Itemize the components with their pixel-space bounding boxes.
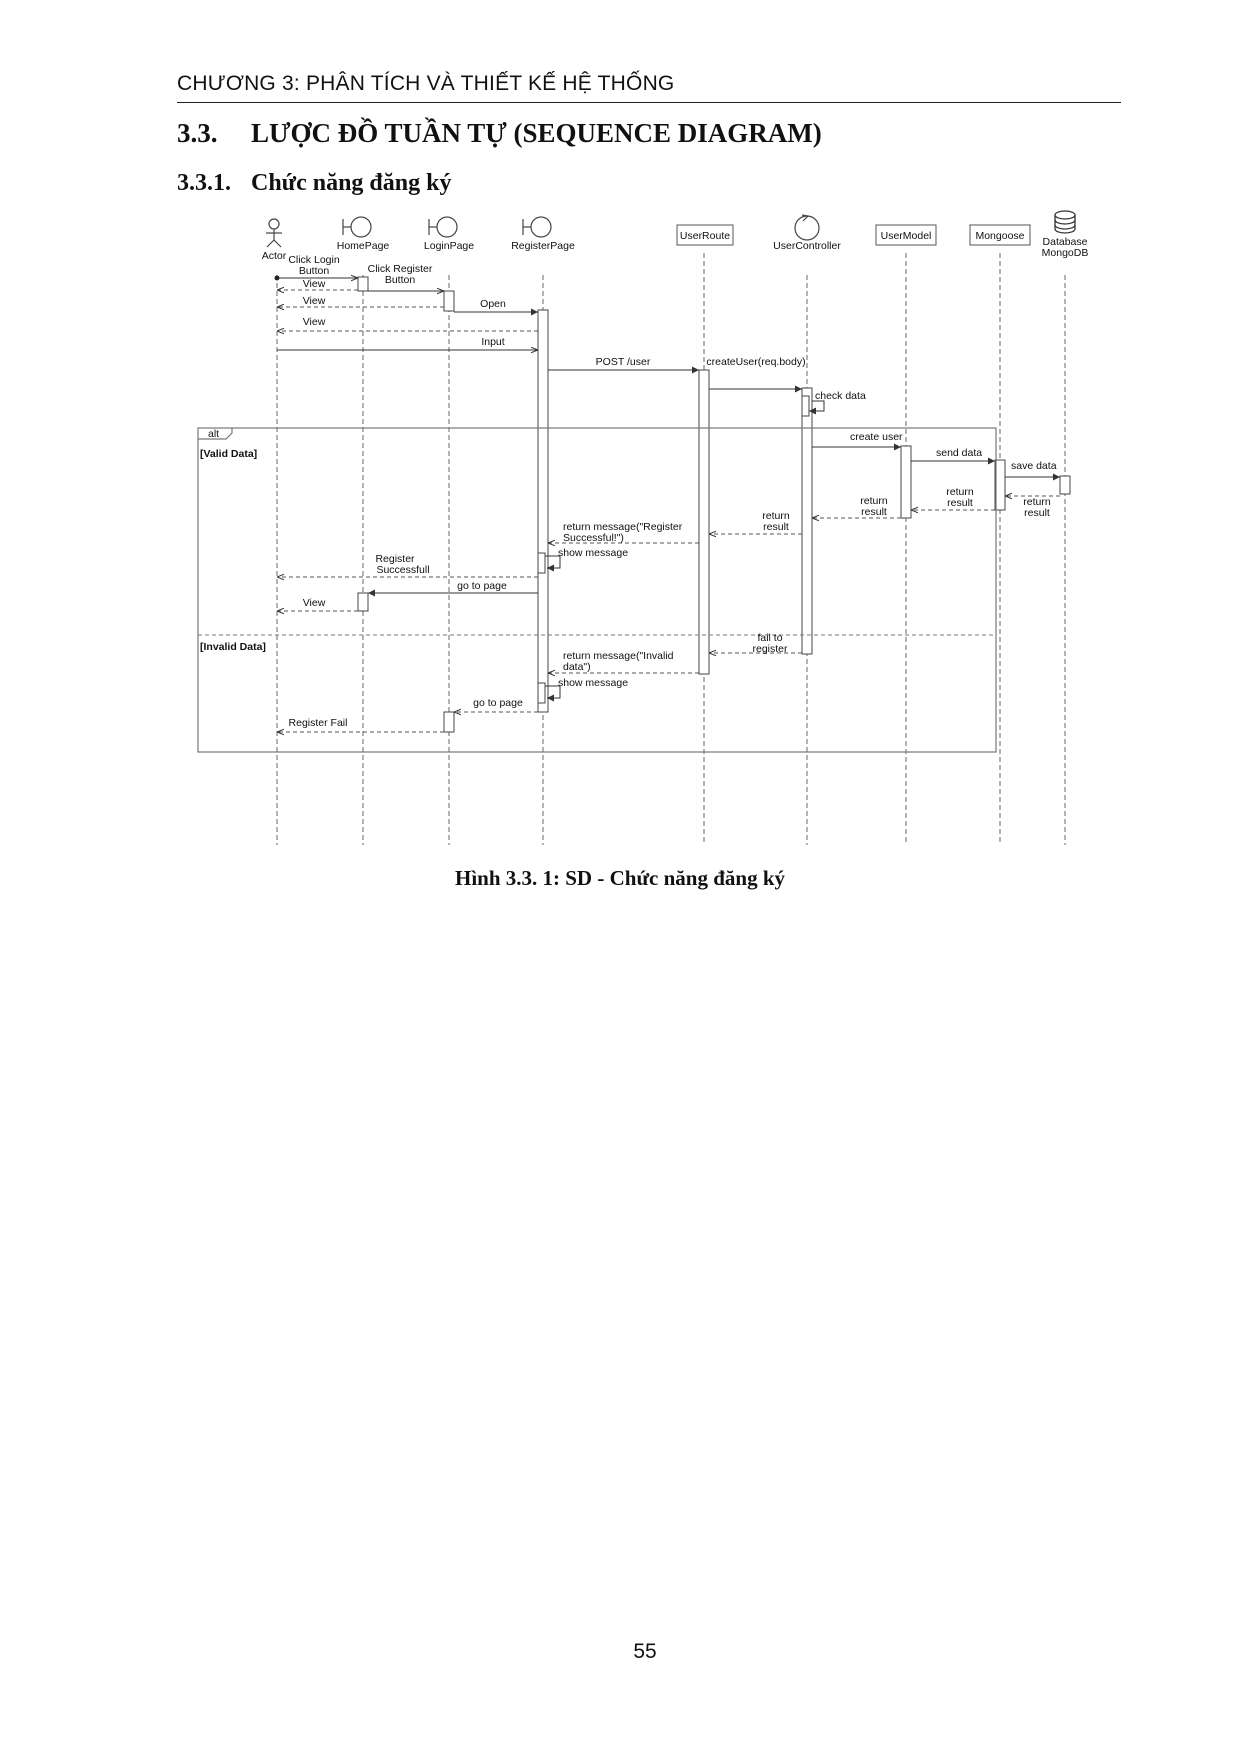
msg-input-label: Input <box>481 336 505 348</box>
msg-return-result-um-label-1: return <box>860 495 888 507</box>
msg-go-to-page-2-label: go to page <box>473 697 523 709</box>
homepage-boundary-icon <box>343 217 371 237</box>
activation-registerpage-self-1 <box>538 553 545 573</box>
msg-save-data-label: save data <box>1011 460 1057 472</box>
msg-view-3-label: View <box>302 316 326 328</box>
subsection-heading <box>177 170 451 197</box>
msg-post-user-label: POST /user <box>595 356 651 368</box>
sequence-diagram <box>190 205 1090 845</box>
page-number: 55 <box>633 1640 657 1663</box>
msg-click-register-label-2: Button <box>384 274 416 286</box>
participant-usercontroller-label: UserController <box>773 240 841 252</box>
msg-show-message-1-label: show message <box>558 547 629 559</box>
participant-usermodel-label: UserModel <box>880 230 932 242</box>
participant-mongoose-label: Mongoose <box>975 230 1025 242</box>
subsection-number: 3.3.1. <box>177 170 231 196</box>
msg-click-login-label-1: Click Login <box>288 254 340 266</box>
msg-register-successful-label-1: Register <box>375 553 415 565</box>
msg-return-result-uc-label-1: return <box>762 510 790 522</box>
activation-usermodel <box>901 446 911 518</box>
activation-userroute <box>699 370 709 674</box>
participant-database-label-1: Database <box>1042 236 1088 248</box>
section-heading <box>177 118 822 149</box>
msg-return-result-mg-label-1: return <box>946 486 974 498</box>
usercontroller-control-icon <box>795 215 819 240</box>
msg-return-message-success-label-2: Successful!") <box>563 532 624 544</box>
msg-view-4-label: View <box>302 597 326 609</box>
registerpage-boundary-icon <box>523 217 551 237</box>
msg-open-label: Open <box>480 298 506 310</box>
participant-actor-label: Actor <box>261 250 287 262</box>
database-icon <box>1055 211 1075 233</box>
msg-register-successful-label-2: Successfull <box>376 564 430 576</box>
activation-registerpage <box>538 310 548 712</box>
sequence-diagram-svg <box>190 205 1090 845</box>
msg-register-fail-label: Register Fail <box>288 717 348 729</box>
participant-database-label-2: MongoDB <box>1041 247 1089 259</box>
alt-operator-label: alt <box>208 428 220 440</box>
participant-loginpage-label: LoginPage <box>423 240 475 252</box>
guard-invalid-data: [Invalid Data] <box>200 641 266 653</box>
alt-fragment <box>198 428 996 752</box>
msg-view-2-label: View <box>302 295 326 307</box>
msg-click-register-label-1: Click Register <box>367 263 433 275</box>
msg-create-user-label: create user <box>850 431 903 443</box>
msg-create-user-req-label: createUser(req.body) <box>706 356 806 368</box>
guard-valid-data: [Valid Data] <box>200 448 258 460</box>
activation-homepage-1 <box>358 277 368 291</box>
activation-usercontroller-self <box>802 396 809 416</box>
section-title: LƯỢC ĐỒ TUẦN TỰ (SEQUENCE DIAGRAM) <box>251 118 822 148</box>
actor-icon <box>266 219 282 247</box>
msg-return-result-um-label-2: result <box>861 506 887 518</box>
msg-return-message-success-label-1: return message("Register <box>563 521 683 533</box>
msg-show-message-2-label: show message <box>558 677 629 689</box>
msg-return-result-db-label-1: return <box>1023 496 1051 508</box>
msg-return-message-invalid-label-2: data") <box>563 661 591 673</box>
figure-caption: Hình 3.3. 1: SD - Chức năng đăng ký <box>454 866 786 890</box>
msg-return-result-uc-label-2: result <box>763 521 789 533</box>
activation-database <box>1060 476 1070 494</box>
msg-return-result-db-label-2: result <box>1024 507 1050 519</box>
activation-homepage-2 <box>358 593 368 611</box>
participant-userroute-label: UserRoute <box>679 230 731 242</box>
msg-view-1-label: View <box>302 278 326 290</box>
participant-homepage-label: HomePage <box>336 240 390 252</box>
activation-loginpage-2 <box>444 712 454 732</box>
running-header: CHƯƠNG 3: PHÂN TÍCH VÀ THIẾT KẾ HỆ THỐNG <box>177 72 675 95</box>
loginpage-boundary-icon <box>429 217 457 237</box>
activation-loginpage-1 <box>444 291 454 311</box>
msg-check-data-label: check data <box>815 390 866 402</box>
msg-fail-to-register-label-2: register <box>752 643 788 655</box>
section-number: 3.3. <box>177 118 218 148</box>
msg-fail-to-register-label-1: fail to <box>757 632 783 644</box>
msg-return-message-invalid-label-1: return message("Invalid <box>563 650 674 662</box>
msg-return-result-mg-label-2: result <box>947 497 973 509</box>
participant-registerpage-label: RegisterPage <box>511 240 575 252</box>
msg-go-to-page-1-label: go to page <box>457 580 507 592</box>
header-rule <box>177 102 1121 103</box>
subsection-title: Chức năng đăng ký <box>251 170 452 196</box>
activation-registerpage-self-2 <box>538 683 545 703</box>
msg-send-data-label: send data <box>936 447 983 459</box>
msg-click-login-label-2: Button <box>298 265 330 277</box>
